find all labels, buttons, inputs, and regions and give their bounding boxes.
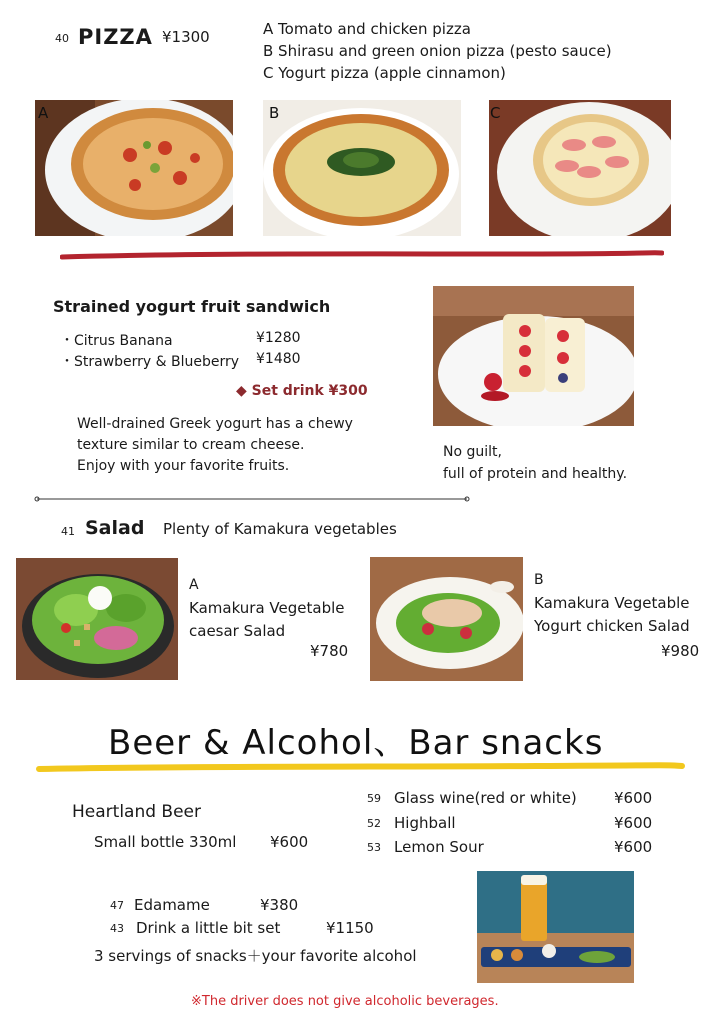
salad-b-price: ¥980 <box>661 642 700 660</box>
pizza-a-photo <box>35 100 233 236</box>
salad-title: Salad <box>85 517 145 539</box>
drink-number: 52 <box>367 817 381 830</box>
set-drink-label: ◆ Set drink ¥300 <box>236 383 368 399</box>
snack-number: 47 <box>110 899 124 912</box>
sandwich-item-price: ¥1480 <box>256 351 301 367</box>
salad-b-name-line2: Yogurt chicken Salad <box>534 617 690 635</box>
salad-a-text <box>189 574 345 643</box>
caption-line: No guilt, <box>443 444 502 460</box>
snack-price: ¥380 <box>260 896 299 914</box>
pizza-option-c: C Yogurt pizza (apple cinnamon) <box>263 64 506 82</box>
salad-subtitle: Plenty of Kamakura vegetables <box>163 520 397 538</box>
sandwich-title: Strained yogurt fruit sandwich <box>53 297 331 316</box>
yellow-brush-divider <box>36 760 686 774</box>
pizza-b-label: B <box>269 104 280 122</box>
sandwich-description <box>77 414 353 477</box>
salad-a-name-line2: caesar Salad <box>189 622 286 640</box>
snack-name: Drink a little bit set <box>136 919 281 937</box>
pizza-c-label: C <box>490 104 501 122</box>
sandwich-item-name: ・Citrus Banana <box>60 333 173 349</box>
pizza-options <box>263 18 612 84</box>
sandwich-photo <box>433 286 634 426</box>
salad-number: 41 <box>61 525 75 538</box>
drink-name: Lemon Sour <box>394 838 484 856</box>
sandwich-item-price: ¥1280 <box>256 330 301 346</box>
snack-price: ¥1150 <box>326 919 374 937</box>
drink-name: Highball <box>394 814 456 832</box>
sandwich-caption <box>443 441 627 485</box>
description-line: Well-drained Greek yogurt has a chewy <box>77 416 353 432</box>
salad-a-photo <box>16 558 178 680</box>
pizza-title: PIZZA <box>78 25 153 49</box>
thin-divider <box>33 495 471 503</box>
drink-number: 59 <box>367 792 381 805</box>
drink-number: 53 <box>367 841 381 854</box>
pizza-number: 40 <box>55 32 69 45</box>
drink-price: ¥600 <box>614 814 653 832</box>
sandwich-item-name: ・Strawberry & Blueberry <box>60 354 240 370</box>
red-brush-divider <box>60 248 664 262</box>
description-line: texture similar to cream cheese. <box>77 437 305 453</box>
beer-snacks-photo <box>477 871 634 983</box>
drink-price: ¥600 <box>614 838 653 856</box>
beer-price: ¥600 <box>270 833 309 851</box>
salad-b-photo <box>370 557 523 681</box>
snack-note: 3 servings of snacks＋your favorite alcohol <box>94 947 417 965</box>
pizza-option-a: A Tomato and chicken pizza <box>263 20 471 38</box>
salad-a-letter: A <box>189 577 199 593</box>
drink-name: Glass wine(red or white) <box>394 789 577 807</box>
pizza-b-photo <box>263 100 461 236</box>
bar-heading: Beer & Alcohol、Bar snacks <box>108 723 604 763</box>
snack-name: Edamame <box>134 896 210 914</box>
drink-price: ¥600 <box>614 789 653 807</box>
salad-b-text <box>534 569 690 638</box>
alcohol-warning: ※The driver does not give alcoholic beverages. <box>191 994 499 1009</box>
pizza-price: ¥1300 <box>162 28 210 46</box>
pizza-option-b: B Shirasu and green onion pizza (pesto sauce) <box>263 42 612 60</box>
description-line: Enjoy with your favorite fruits. <box>77 458 290 474</box>
salad-b-letter: B <box>534 572 544 588</box>
snack-number: 43 <box>110 922 124 935</box>
salad-a-price: ¥780 <box>310 642 349 660</box>
caption-line: full of protein and healthy. <box>443 466 628 482</box>
beer-title: Heartland Beer <box>72 802 201 822</box>
salad-a-name-line1: Kamakura Vegetable <box>189 599 345 617</box>
beer-detail: Small bottle 330ml <box>94 833 237 851</box>
pizza-c-photo <box>489 100 671 236</box>
pizza-a-label: A <box>38 104 49 122</box>
salad-b-name-line1: Kamakura Vegetable <box>534 594 690 612</box>
